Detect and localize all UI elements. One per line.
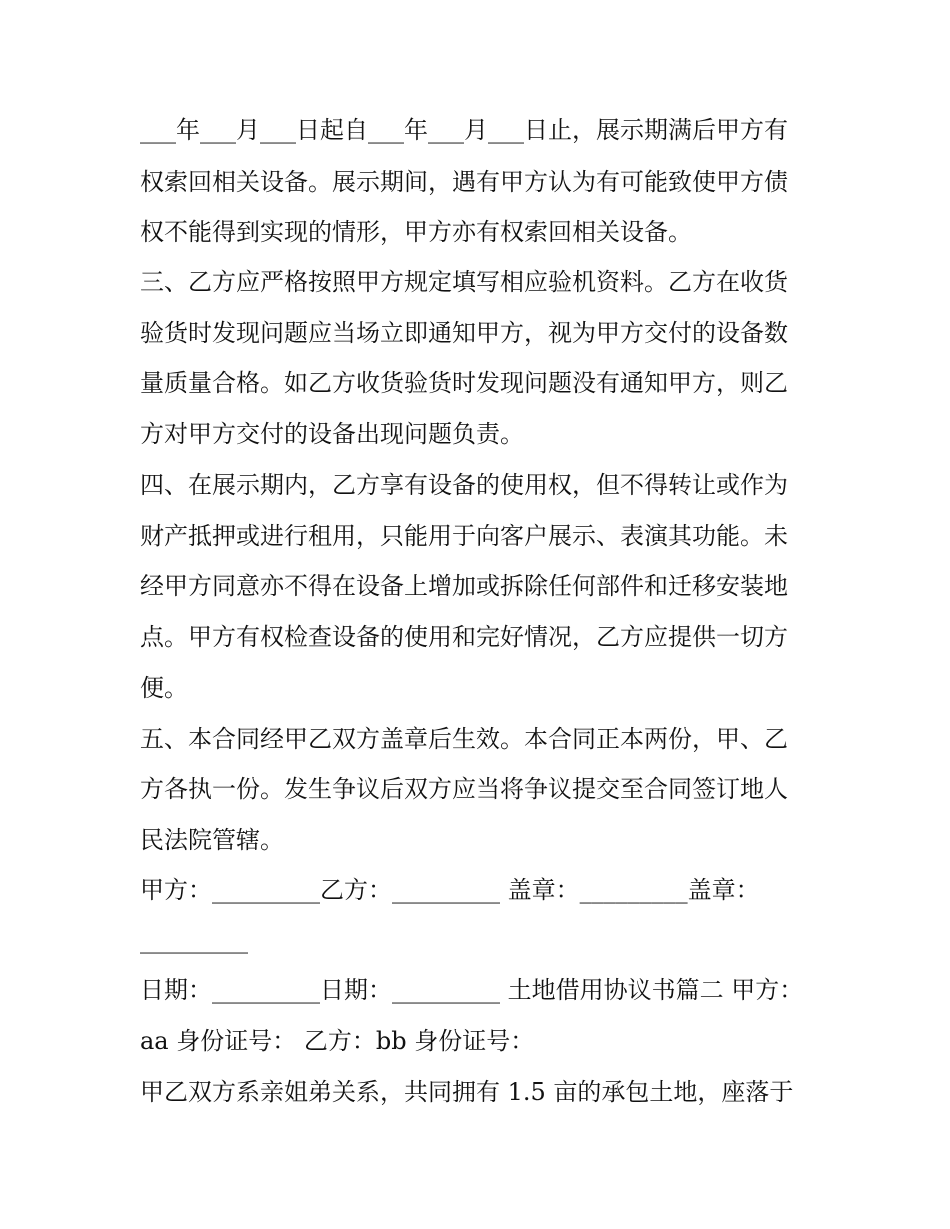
text-line: 量质量合格。如乙方收货验货时发现问题没有通知甲方，则乙 (140, 369, 788, 397)
text-line: 民法院管辖。 (140, 826, 284, 854)
date-line: 日期：_________日期：_________ 土地借用协议书篇二 甲方： (140, 976, 804, 1004)
text-line: 甲乙双方系亲姐弟关系，共同拥有 1.5 亩的承包土地，座落于 (140, 1078, 794, 1106)
text-line: 点。甲方有权检查设备的使用和完好情况，乙方应提供一切方 (140, 623, 788, 651)
text-line: 方对甲方交付的设备出现问题负责。 (140, 420, 524, 448)
text-line: 四、在展示期内，乙方享有设备的使用权，但不得转让或作为 (140, 471, 788, 499)
text-line: 五、本合同经甲乙双方盖章后生效。本合同正本两份，甲、乙 (140, 725, 788, 753)
text-line: 便。 (140, 674, 188, 702)
text-line: 方各执一份。发生争议后双方应当将争议提交至合同签订地人 (140, 775, 788, 803)
party-id-line: aa 身份证号： 乙方：bb 身份证号： (140, 1027, 535, 1055)
text-line: 三、乙方应严格按照甲方规定填写相应验机资料。乙方在收货 (140, 268, 788, 296)
text-line: 权索回相关设备。展示期间，遇有甲方认为有可能致使甲方债 (140, 168, 788, 196)
text-line: 权不能得到实现的情形，甲方亦有权索回相关设备。 (140, 218, 692, 246)
text-line: ___年___月___日起自___年___月___日止，展示期满后甲方有 (140, 116, 788, 144)
text-line: 经甲方同意亦不得在设备上增加或拆除任何部件和迁移安装地 (140, 572, 788, 600)
text-line: 验货时发现问题应当场立即通知甲方，视为甲方交付的设备数 (140, 319, 788, 347)
signature-line: 甲方：_________乙方：_________ 盖章：_________盖章： (140, 876, 760, 904)
text-line: 财产抵押或进行租用，只能用于向客户展示、表演其功能。未 (140, 522, 788, 550)
signature-blank: _________ (140, 926, 248, 954)
